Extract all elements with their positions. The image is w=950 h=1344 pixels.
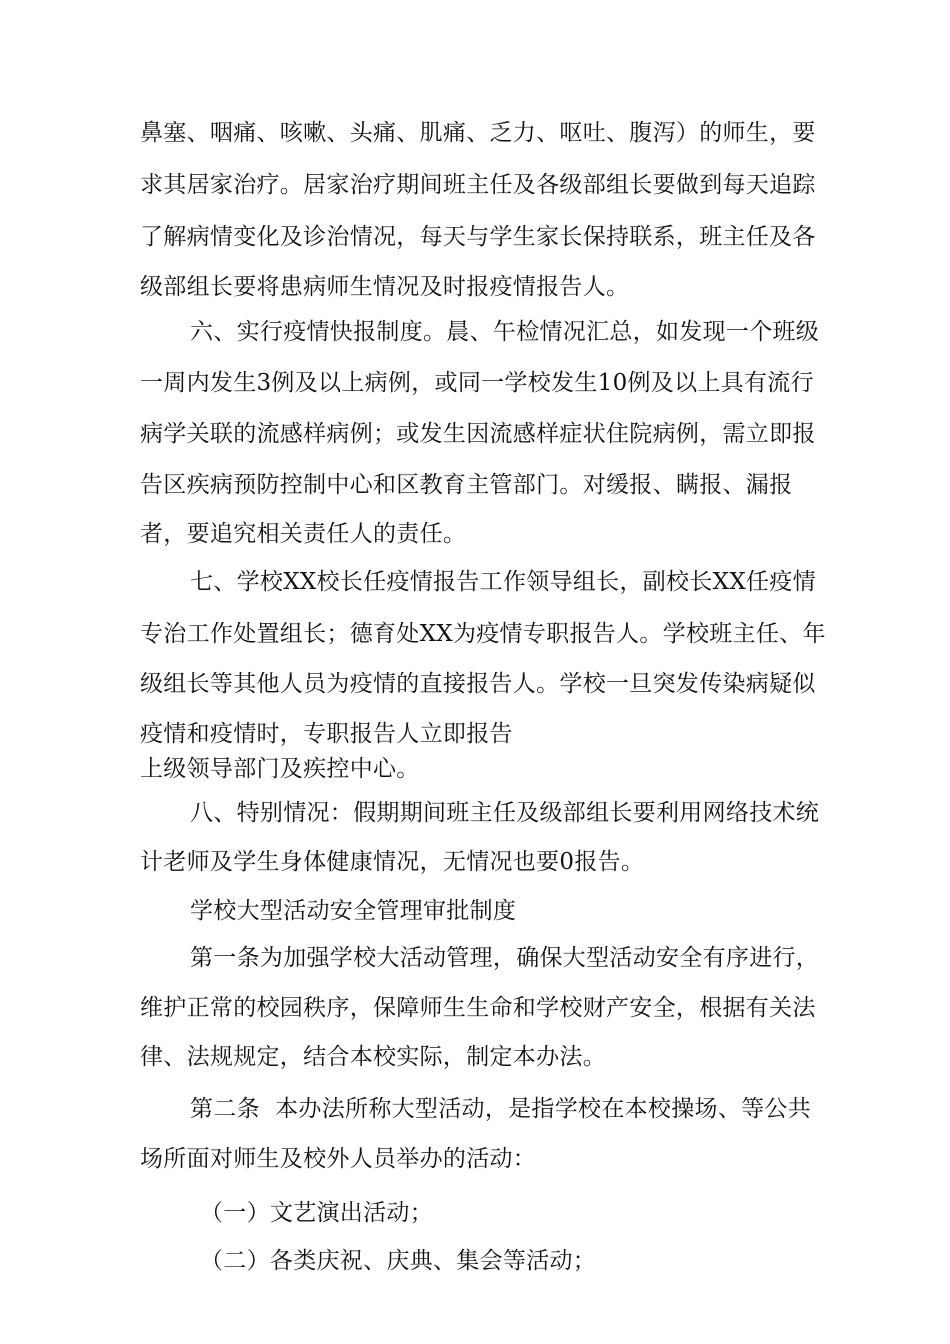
text-line: 者，要追究相关责任人的责任。: [140, 521, 467, 547]
text-line: 一周内发生3例及以上病例，或同一学校发生10例及以上具有流行: [140, 370, 814, 396]
text-line: 计老师及学生身体健康情况，无情况也要0报告。: [140, 849, 645, 875]
text-line: 专治工作处置组长；德育处XX为疫情专职报告人。学校班主任、年: [140, 621, 826, 647]
section-heading: 学校大型活动安全管理审批制度: [190, 898, 517, 924]
text-line: 维护正常的校园秩序，保障师生生命和学校财产安全，根据有关法: [140, 995, 816, 1021]
list-item: （一）文艺演出活动；: [200, 1200, 433, 1226]
text-line: 求其居家治疗。居家治疗期间班主任及各级部组长要做到每天追踪: [140, 172, 816, 198]
text-line: 疫情和疫情时，专职报告人立即报告: [140, 721, 513, 747]
text-line: 告区疾病预防控制中心和区教育主管部门。对缓报、瞒报、漏报: [140, 472, 793, 498]
text-line: 鼻塞、咽痛、咳嗽、头痛、肌痛、乏力、呕吐、腹泻）的师生，要: [140, 120, 816, 146]
paragraph-7-start: 七、学校XX校长任疫情报告工作领导组长，副校长XX任疫情: [190, 569, 816, 595]
text-line: 上级领导部门及疾控中心。: [140, 756, 420, 782]
list-item: （二）各类庆祝、庆典、集会等活动；: [200, 1248, 597, 1274]
paragraph-6-start: 六、实行疫情快报制度。晨、午检情况汇总，如发现一个班级: [190, 319, 820, 345]
article-1-start: 第一条为加强学校大活动管理，确保大型活动安全有序进行，: [190, 945, 820, 971]
text-line: 律、法规规定，结合本校实际，制定本办法。: [140, 1044, 606, 1070]
article-2-start: 第二条 本办法所称大型活动，是指学校在本校操场、等公共: [190, 1096, 812, 1122]
paragraph-8-start: 八、特别情况：假期期间班主任及级部组长要利用网络技术统: [190, 800, 820, 826]
text-line: 级组长等其他人员为疫情的直接报告人。学校一旦突发传染病疑似: [140, 671, 816, 697]
text-line: 场所面对师生及校外人员举办的活动：: [140, 1146, 537, 1172]
text-line: 了解病情变化及诊治情况，每天与学生家长保持联系，班主任及各: [140, 224, 816, 250]
text-line: 级部组长要将患病师生情况及时报疫情报告人。: [140, 274, 630, 300]
text-line: 病学关联的流感样病例；或发生因流感样症状住院病例，需立即报: [140, 421, 816, 447]
